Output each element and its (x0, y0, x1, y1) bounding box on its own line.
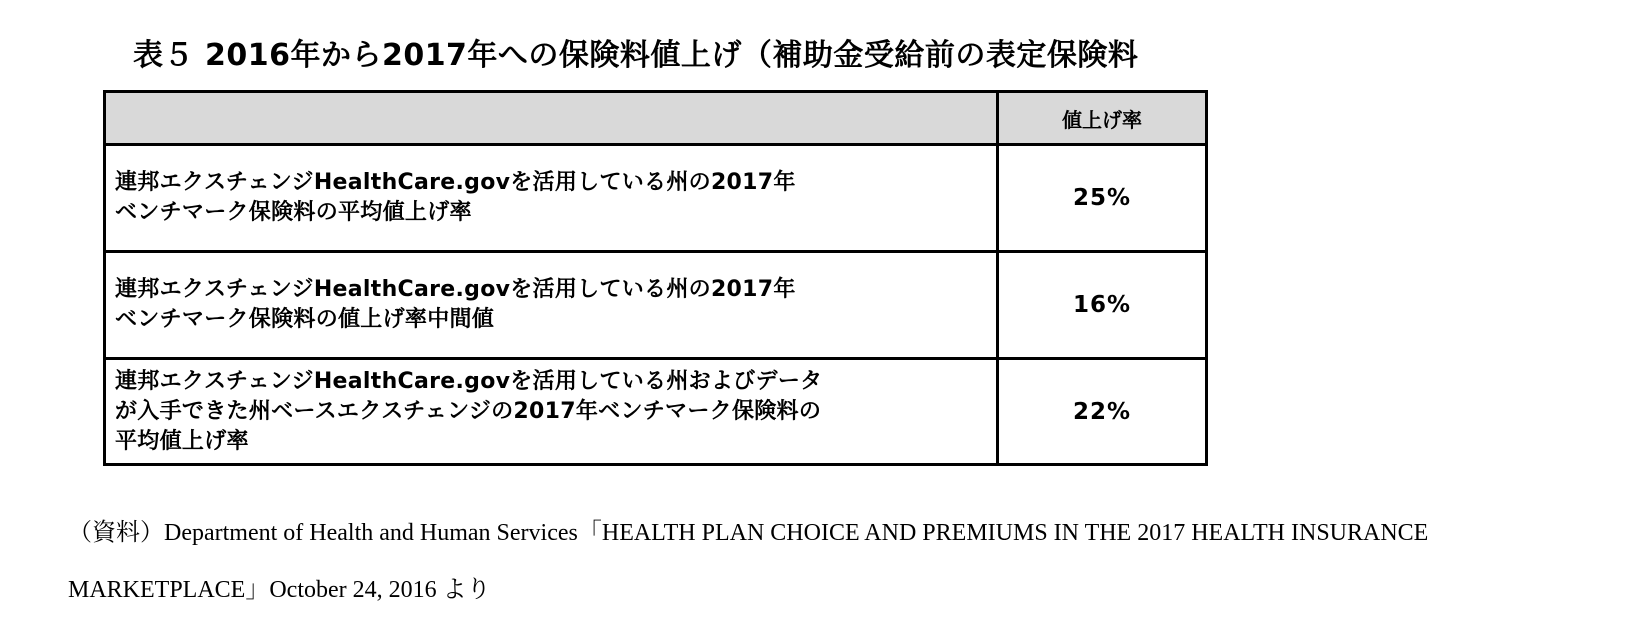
row-description-line: 連邦エクスチェンジHealthCare.govを活用している州およびデータ (115, 368, 823, 394)
row-rate-cell: 25% (998, 145, 1207, 252)
table-header-row (105, 92, 1207, 145)
row-description-line: 平均値上げ率 (115, 428, 249, 454)
row-rate-cell: 16% (998, 252, 1207, 359)
premium-increase-table (103, 90, 1208, 466)
source-note-line-1: （資料）Department of Health and Human Services「HEALTH PLAN CHOICE AND PREMIUMS IN THE 2017 HEALTH INSURANCE (68, 520, 1429, 546)
row-description-line: が入手できた州ベースエクスチェンジの2017年ベンチマーク保険料の (115, 398, 822, 424)
row-description-cell (105, 252, 998, 359)
row-description-cell (105, 145, 998, 252)
row-description-cell (105, 359, 998, 465)
table-row (105, 145, 1207, 252)
source-note-line-2: MARKETPLACE」October 24, 2016 より (68, 577, 491, 603)
header-description-cell (105, 92, 998, 145)
row-description-line: 連邦エクスチェンジHealthCare.govを活用している州の2017年 (115, 277, 796, 302)
row-description-line: 連邦エクスチェンジHealthCare.govを活用している州の2017年 (115, 170, 796, 195)
row-description-line: ベンチマーク保険料の値上げ率中間値 (115, 307, 495, 332)
row-rate-cell: 22% (998, 359, 1207, 465)
table-title: 表５ 2016年から2017年への保険料値上げ（補助金受給前の表定保険料 (133, 38, 1139, 73)
header-rate-cell: 値上げ率 (998, 92, 1207, 145)
row-description-line: ベンチマーク保険料の平均値上げ率 (115, 200, 472, 225)
table-row (105, 359, 1207, 465)
table-row (105, 252, 1207, 359)
